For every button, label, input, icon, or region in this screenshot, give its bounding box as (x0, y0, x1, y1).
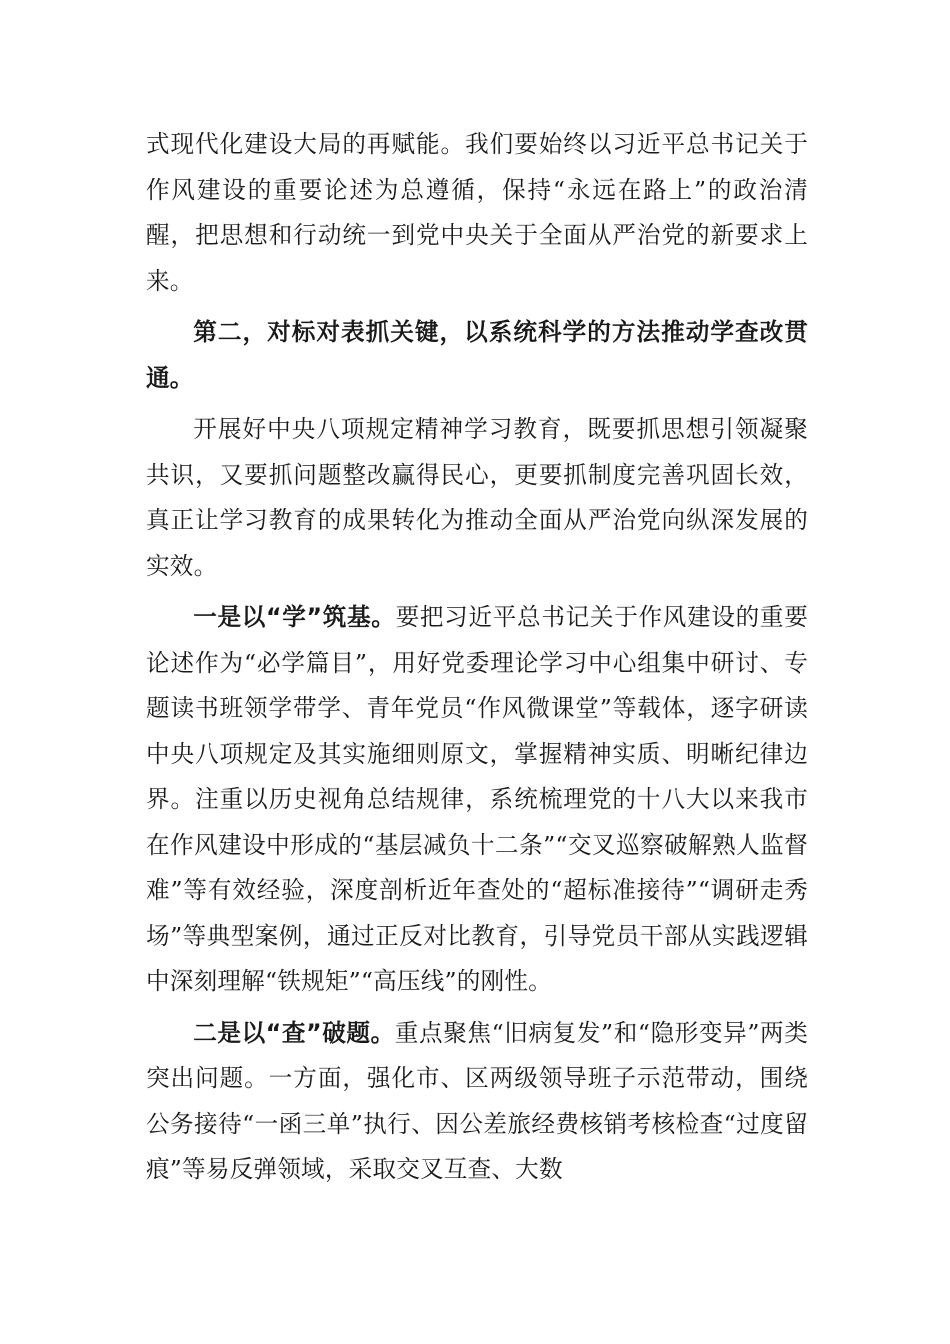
document-body (146, 122, 808, 1199)
paragraph-text: 开展好中央八项规定精神学习教育，既要抓思想引领凝聚共识，又要抓问题整改赢得民心，更要抓制度完善巩固长效，真正让学习教育的成果转化为推动全面从严治党向纵深发展的实效。 (146, 415, 808, 580)
paragraph-lead: 一是以“学”筑基。 (193, 603, 396, 631)
section-heading (146, 310, 808, 401)
paragraph-intro (146, 407, 808, 589)
paragraph-text: 式现代化建设大局的再赋能。我们要始终以习近平总书记关于作风建设的重要论述为总遵循，保持“永远在路上”的政治清醒，把思想和行动统一到党中央关于全面从严治党的新要求上来。 (146, 130, 808, 295)
heading-text: 第二，对标对表抓关键，以系统科学的方法推动学查改贯通。 (146, 318, 808, 392)
paragraph-inspect (146, 1011, 808, 1193)
paragraph-lead: 二是以“查”破题。 (193, 1018, 395, 1047)
paragraph-text: 要把习近平总书记关于作风建设的重要论述作为“必学篇目”，用好党委理论学习中心组集中研讨、专题读书班领学带学、青年党员“作风微课堂”等载体，逐字研读中央八项规定及其实施细则原文，掌握精神实质、明晰纪律边界。注重以历史视角总结规律，系统梳理党的十八大以来我市在作风建设中形成的“基层减负十二条”“交叉巡察破解熟人监督难”等有效经验，深度剖析近年查处的“超标准接待”“调研走秀场”等典型案例，通过正反对比教育，引导党员干部从实践逻辑中深刻理解“铁规矩”“高压线”的刚性。 (146, 603, 809, 995)
paragraph-text: 重点聚焦“旧病复发”和“隐形变异”两类突出问题。一方面，强化市、区两级领导班子示范带动，围绕公务接待“一函三单”执行、因公差旅经费核销考核检查“过度留痕”等易反弹领域，采取交叉互查、大数 (146, 1018, 809, 1183)
paragraph-continuation (146, 122, 808, 304)
paragraph-study (146, 595, 808, 1005)
